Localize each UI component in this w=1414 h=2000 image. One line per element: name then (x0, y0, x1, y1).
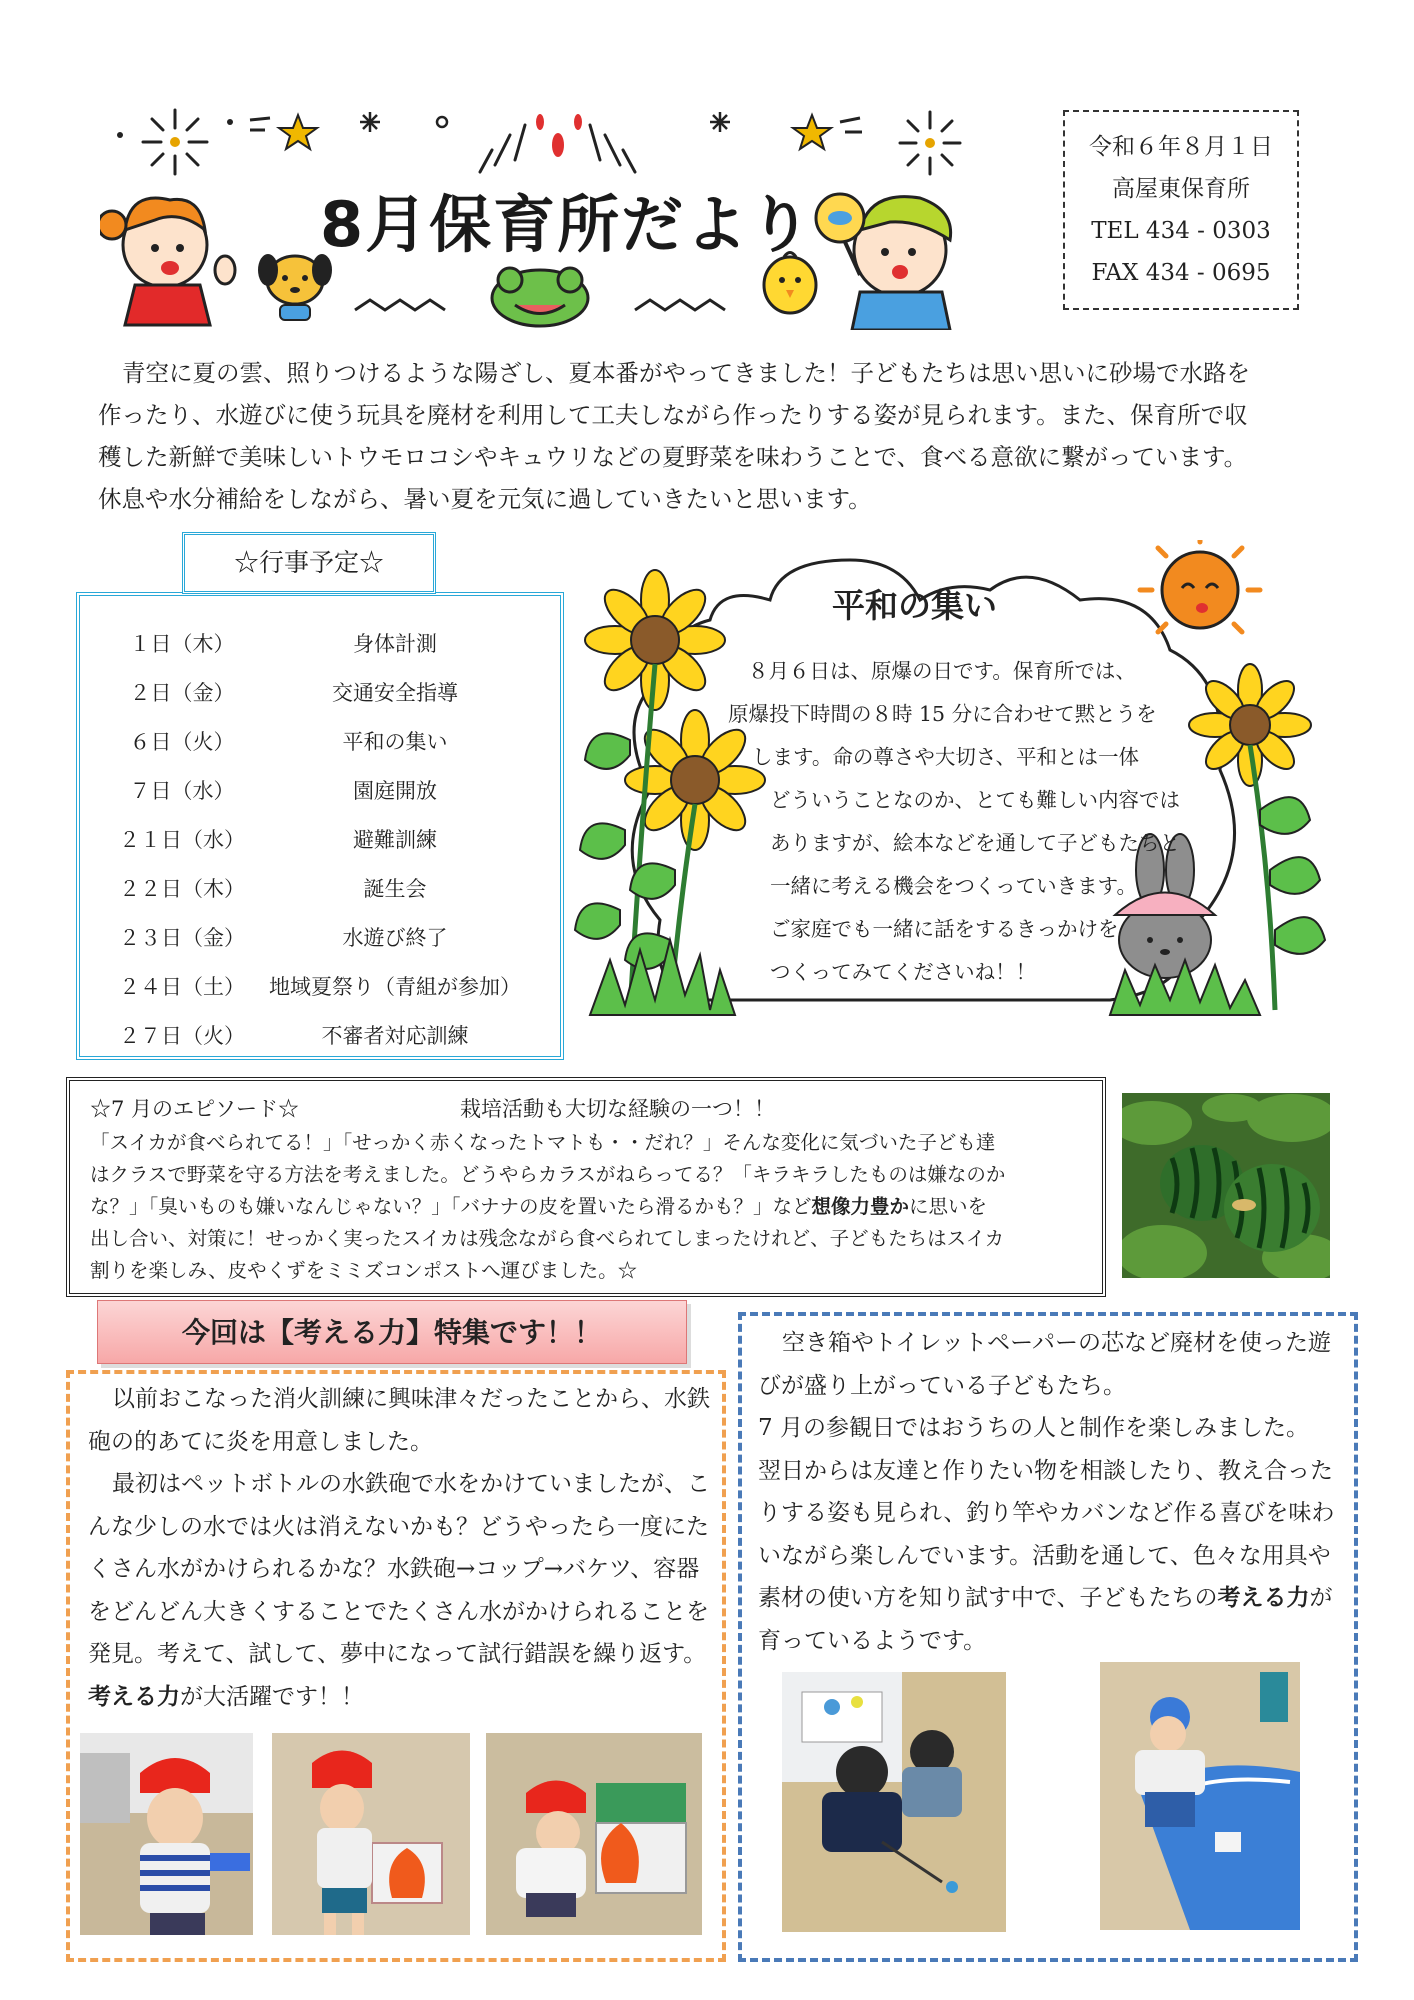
feature-paragraph (88, 1378, 710, 1718)
star-icon (279, 115, 317, 149)
schedule-date: ６日（火） (129, 730, 235, 754)
schedule-row (104, 767, 530, 816)
girl-character-icon (100, 198, 235, 325)
schedule-box (76, 592, 564, 1060)
schedule-row (104, 718, 530, 767)
feature-photo-1 (80, 1733, 253, 1935)
craft-p3 (758, 1450, 1344, 1663)
peace-line: 原爆投下時間の８時 15 分に合わせて黙とうを (728, 702, 1157, 726)
schedule-date: ２４日（土） (119, 975, 245, 999)
intro-line: 穫した新鮮で美味しいトウモロコシやキュウリなどの夏野菜を味わうことで、食べる意欲に繋がっています。 (98, 443, 1248, 471)
episode-line: はクラスで野菜を守る方法を考えました。どうやらカラスがねらってる？「キラキラしたものは嫌なのか (90, 1163, 1006, 1186)
intro-paragraph (98, 352, 1338, 520)
feature-p2-text: 最初はペットボトルの水鉄砲で水をかけていましたが、こんな少しの水では火は消えないかも？どうやったら一度にたくさん水がかけられるかな？水鉄砲→コップ→バケツ、容器をどんどん大きくすることでたくさん水がかけられることを発見。考えて、試して、夢中になって試行錯誤を繰り返す。 (88, 1471, 710, 1667)
episode-line (90, 1191, 1082, 1223)
intro-line: 作ったり、水遊びに使う玩具を廃材を利用して工夫しながら作ったりする姿が見られます。また、保育所で収 (98, 401, 1248, 429)
peace-line: 一緒に考える機会をつくっていきます。 (770, 874, 1137, 898)
schedule-event: 地域夏祭り（青組が参加） (269, 975, 521, 999)
episode-text-part: な？」「臭いものも嫌いなんじゃない？」「バナナの皮を置いたら滑るかも？」など (90, 1195, 812, 1218)
schedule-title: ☆行事予定☆ (182, 532, 436, 594)
schedule-event: 園庭開放 (353, 779, 437, 803)
episode-box (66, 1077, 1106, 1297)
craft-photo-1 (782, 1672, 1006, 1932)
peace-paragraph (728, 693, 1157, 736)
schedule-date: ７日（水） (129, 779, 235, 803)
intro-line: 休息や水分補給をしながら、暑い夏を元気に過していきたいと思います。 (98, 485, 872, 513)
episode-line: 出し合い、対策に！せっかく実ったスイカは残念ながら食べられてしまったけれど、子どもたちはスイカ (90, 1227, 1005, 1250)
peace-line: ご家庭でも一緒に話をするきっかけを (770, 917, 1119, 941)
watermelon-icon (1224, 1164, 1320, 1252)
facility-info-box (1063, 110, 1299, 310)
schedule-date: ２７日（火） (119, 1024, 245, 1048)
episode-text-part: に思いを (909, 1195, 988, 1218)
schedule-event: 避難訓練 (353, 828, 437, 852)
episode-bold-text: 想像力豊か (811, 1195, 910, 1218)
boy-character-icon (816, 194, 951, 330)
craft-p3-end: が育っているようです。 (758, 1585, 1333, 1654)
schedule-event: 身体計測 (353, 632, 437, 656)
intro-line: 青空に夏の雲、照りつけるような陽ざし、夏本番がやってきました！子どもたちは思い思いに砂場で水路を (122, 359, 1250, 387)
fax-number: FAX 434 - 0695 (1091, 260, 1271, 286)
peace-line: つくってみてくださいね！！ (770, 960, 1037, 984)
schedule-event: 交通安全指導 (332, 681, 458, 705)
schedule-date: ２日（金） (129, 681, 235, 705)
page-title: 8月保育所だより (320, 188, 814, 261)
feature-photo-3 (486, 1733, 702, 1935)
episode-subtitle: 栽培活動も大切な経験の一つ！！ (460, 1097, 775, 1121)
star-icon (793, 115, 831, 149)
craft-photo-2 (1100, 1662, 1300, 1930)
feature-banner: 今回は【考える力】特集です！！ (97, 1300, 687, 1364)
feature-p2-end: が大活躍です！！ (180, 1683, 364, 1710)
feature-bold-text: 考える力 (88, 1683, 180, 1710)
feature-p1: 以前おこなった消火訓練に興味津々だったことから、水鉄砲の的あてに炎を用意しました。 (88, 1386, 710, 1455)
craft-bold-text: 考える力 (1217, 1585, 1310, 1611)
peace-line: ８月６日は、原爆の日です。保育所では、 (748, 659, 1136, 683)
frog-icon (492, 268, 588, 326)
feature-photo-2 (272, 1733, 470, 1935)
schedule-row (104, 620, 530, 669)
tel-number: TEL 434 - 0303 (1091, 218, 1271, 244)
sun-icon (1140, 540, 1260, 632)
peace-line: ありますが、絵本などを通して子どもたちと (770, 831, 1180, 855)
craft-paragraph (758, 1322, 1344, 1662)
peace-title: 平和の集い (832, 586, 997, 625)
schedule-date: ２２日（木） (119, 877, 245, 901)
peace-line: どういうことなのか、とても難しい内容では (770, 788, 1180, 812)
craft-p2: 7 月の参観日ではおうちの人と制作を楽しみました。 (758, 1415, 1309, 1441)
craft-p1: 空き箱やトイレットペーパーの芯など廃材を使った遊びが盛り上がっている子どもたち。 (758, 1330, 1332, 1399)
facility-name: 高屋東保育所 (1112, 176, 1250, 202)
watermelon-photo (1122, 1093, 1330, 1278)
schedule-event: 不審者対応訓練 (321, 1024, 469, 1048)
schedule-row (104, 865, 530, 914)
episode-text (90, 1127, 1082, 1287)
schedule-row (104, 963, 530, 1012)
peace-line: します。命の尊さや大切さ、平和とは一体 (752, 745, 1140, 769)
schedule-event: 平和の集い (342, 730, 448, 754)
schedule-date: ２１日（水） (119, 828, 245, 852)
feature-p2 (88, 1463, 710, 1718)
schedule-row (104, 816, 530, 865)
issue-date: 令和６年８月１日 (1089, 134, 1273, 160)
episode-line: 「スイカが食べられてる！」「せっかく赤くなったトマトも・・だれ？」そんな変化に気づいた子ども達 (90, 1131, 996, 1154)
peace-paragraph (748, 650, 1136, 693)
episode-line: 割りを楽しみ、皮やくずをミミズコンポストへ運びました。☆ (90, 1259, 638, 1282)
schedule-date: ２３日（金） (119, 926, 245, 950)
craft-p3-text: 翌日からは友達と作りたい物を相談したり、教え合ったりする姿も見られ、釣り竿やカバンなど作る喜びを味わいながら楽しんでいます。活動を通して、色々な用具や素材の使い方を知り試す中で、子どもたちの (758, 1457, 1335, 1611)
schedule-row (104, 669, 530, 718)
schedule-event: 誕生会 (363, 877, 427, 901)
episode-title: ☆7 月のエピソード☆ (90, 1097, 300, 1121)
schedule-row (104, 914, 530, 963)
schedule-date: １日（木） (129, 632, 235, 656)
schedule-event: 水遊び終了 (342, 926, 448, 950)
schedule-row (104, 1012, 530, 1061)
